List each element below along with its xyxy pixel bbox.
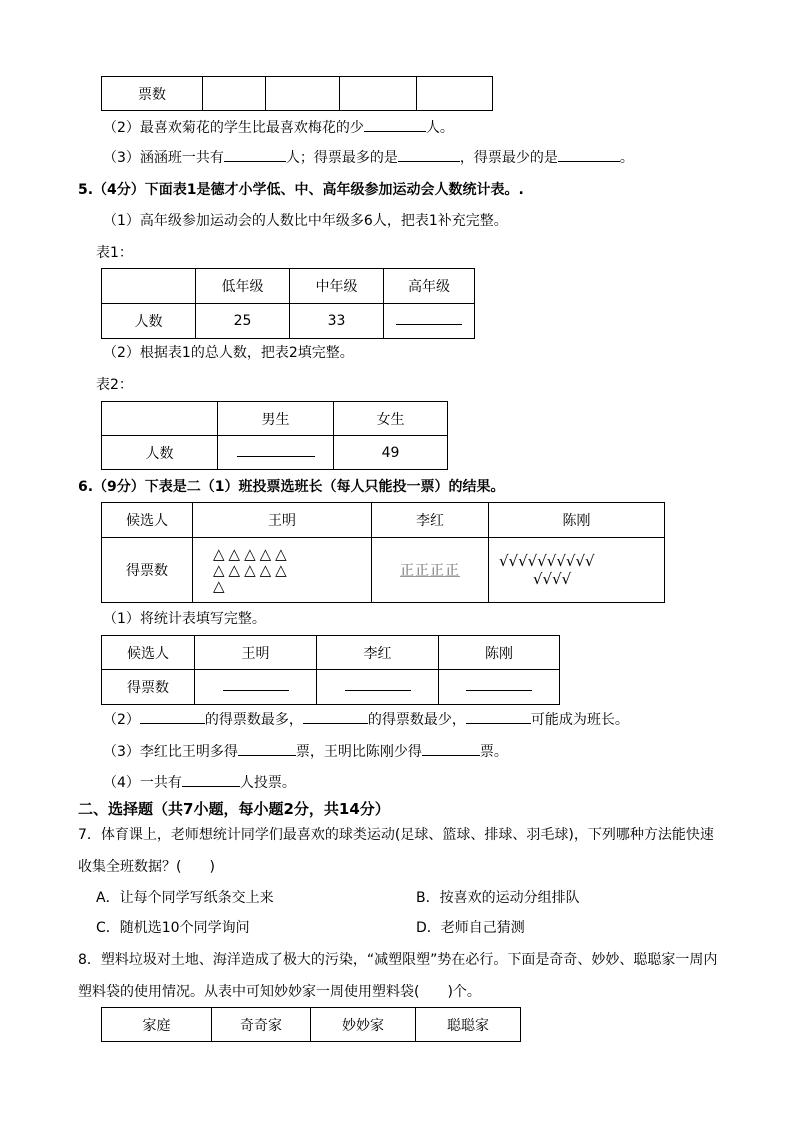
q6-p4-text-a: （4）一共有	[103, 775, 182, 791]
tally-row-label: 得票数	[102, 538, 193, 603]
q8-header-miaomiao: 妙妙家	[311, 1008, 416, 1042]
q8-table	[101, 1007, 521, 1042]
fill-header-candidate: 候选人	[102, 636, 195, 670]
q5-table1-label: 表1：	[96, 245, 133, 261]
triangle-tally-icon: △△△△△	[213, 561, 291, 579]
table2-header-female: 女生	[334, 402, 448, 436]
fill-li[interactable]	[317, 670, 439, 705]
q6-title: 6.（9分）下表是二（1）班投票选班长（每人只能投一票）的结果。	[78, 479, 505, 495]
q4-p3-text-d: 。	[619, 150, 634, 166]
q8-stem-line2: 塑料袋的使用情况。从表中可知妙妙家一周使用塑料袋( )个。	[78, 984, 481, 1000]
answer-blank[interactable]	[238, 754, 296, 756]
table1-row-label: 人数	[102, 304, 196, 339]
q5-part2: （2）根据表1的总人数，把表2填完整。	[103, 345, 354, 361]
check-tally-icon: √√√√√√√√√√	[499, 552, 595, 570]
table1-header-mid: 中年级	[290, 269, 384, 304]
top-table-cell[interactable]	[203, 77, 266, 111]
q7-option-a[interactable]: A．让每个同学写纸条交上来	[96, 890, 274, 906]
answer-blank[interactable]	[398, 160, 460, 162]
q7-option-b[interactable]: B．按喜欢的运动分组排队	[416, 890, 580, 906]
q6-fill-table	[101, 635, 560, 705]
tally-header-chen: 陈刚	[489, 503, 665, 538]
fill-header-chen: 陈刚	[439, 636, 560, 670]
tally-header-candidate: 候选人	[102, 503, 193, 538]
tally-header-wang: 王明	[193, 503, 372, 538]
table1-value-mid: 33	[290, 304, 384, 339]
table2-row-label: 人数	[102, 436, 218, 470]
answer-blank[interactable]	[182, 785, 240, 787]
fill-wang[interactable]	[195, 670, 317, 705]
answer-blank[interactable]	[396, 323, 462, 325]
q4-part2	[103, 118, 454, 138]
q8-header-family: 家庭	[102, 1008, 212, 1042]
q7-option-c[interactable]: C．随机选10个同学询问	[96, 920, 250, 936]
q6-p3-text-b: 票，王明比陈刚少得	[295, 744, 422, 760]
answer-blank[interactable]	[237, 455, 315, 457]
q6-tally-table	[101, 502, 665, 603]
q4-p3-text-c: ，得票最少的是	[459, 150, 558, 166]
q6-p2-text-c: 的得票数最少，	[367, 712, 466, 728]
q4-p3-text-b: 人；得票最多的是	[285, 150, 398, 166]
q5-table2-label: 表2：	[96, 377, 133, 393]
q7-option-d[interactable]: D．老师自己猜测	[416, 920, 525, 936]
q4-part3	[103, 148, 634, 168]
q6-p3-text-a: （3）李红比王明多得	[103, 744, 238, 760]
tally-li	[372, 538, 489, 603]
q7-stem-line1: 7．体育课上，老师想统计同学们最喜欢的球类运动(足球、篮球、排球、羽毛球)，下列哪种方法能快速	[78, 827, 714, 843]
answer-blank[interactable]	[364, 130, 426, 132]
tally-wang	[193, 538, 372, 603]
section2-title: 二、选择题（共7小题，每小题2分，共14分）	[78, 800, 390, 818]
q6-part4	[103, 773, 296, 793]
answer-blank[interactable]	[466, 689, 532, 691]
answer-blank[interactable]	[223, 689, 289, 691]
q8-header-congcong: 聪聪家	[416, 1008, 521, 1042]
triangle-tally-icon: △	[213, 577, 229, 595]
q6-p4-text-b: 人投票。	[239, 775, 296, 791]
table1-value-high[interactable]	[384, 304, 475, 339]
answer-blank[interactable]	[303, 722, 368, 724]
q5-part1: （1）高年级参加运动会的人数比中年级多6人，把表1补充完整。	[103, 213, 508, 229]
tally-header-li: 李红	[372, 503, 489, 538]
check-tally-icon: √√√√	[533, 570, 572, 588]
q6-part1: （1）将统计表填写完整。	[103, 611, 266, 627]
answer-blank[interactable]	[558, 160, 620, 162]
answer-blank[interactable]	[345, 689, 411, 691]
top-table-row-label: 票数	[102, 77, 203, 111]
q6-part3	[103, 742, 508, 762]
table2-header-male: 男生	[218, 402, 334, 436]
top-table-cell[interactable]	[266, 77, 340, 111]
fill-header-wang: 王明	[195, 636, 317, 670]
q6-part2	[103, 710, 629, 730]
top-vote-table	[101, 76, 493, 111]
table1-value-low: 25	[196, 304, 290, 339]
q8-header-qiqi: 奇奇家	[212, 1008, 311, 1042]
q4-p2-text: （2）最喜欢菊花的学生比最喜欢梅花的少	[103, 120, 364, 136]
fill-row-label: 得票数	[102, 670, 195, 705]
q7-stem-line2: 收集全班数据？( )	[78, 859, 215, 875]
fill-chen[interactable]	[439, 670, 560, 705]
answer-blank[interactable]	[224, 160, 286, 162]
answer-blank[interactable]	[140, 722, 205, 724]
q6-p2-text-b: 的得票数最多，	[204, 712, 303, 728]
tally-chen	[489, 538, 665, 603]
q6-p3-text-c: 票。	[479, 744, 508, 760]
table1-header-high: 高年级	[384, 269, 475, 304]
q5-title: 5.（4分）下面表1是德才小学低、中、高年级参加运动会人数统计表。.	[78, 182, 524, 198]
triangle-tally-icon: △△△△△	[213, 545, 291, 563]
q6-p2-text-d: 可能成为班长。	[530, 712, 629, 728]
q8-stem-line1: 8．塑料垃圾对土地、海洋造成了极大的污染，“减塑限塑”势在必行。下面是奇奇、妙妙、聪聪家一周内	[78, 952, 718, 968]
top-table-cell[interactable]	[417, 77, 493, 111]
q5-table2	[101, 401, 448, 470]
q4-p2-suffix: 人。	[425, 120, 454, 136]
table-corner	[102, 402, 218, 436]
top-table-cell[interactable]	[340, 77, 417, 111]
table2-value-female: 49	[334, 436, 448, 470]
fill-header-li: 李红	[317, 636, 439, 670]
q6-p2-text-a: （2）	[103, 712, 140, 728]
answer-blank[interactable]	[422, 754, 480, 756]
zheng-tally-icon: 正正正正	[400, 563, 460, 579]
q5-table1	[101, 268, 475, 339]
q4-p3-text-a: （3）涵涵班一共有	[103, 150, 224, 166]
table-corner	[102, 269, 196, 304]
table2-value-male[interactable]	[218, 436, 334, 470]
answer-blank[interactable]	[466, 722, 531, 724]
table1-header-low: 低年级	[196, 269, 290, 304]
